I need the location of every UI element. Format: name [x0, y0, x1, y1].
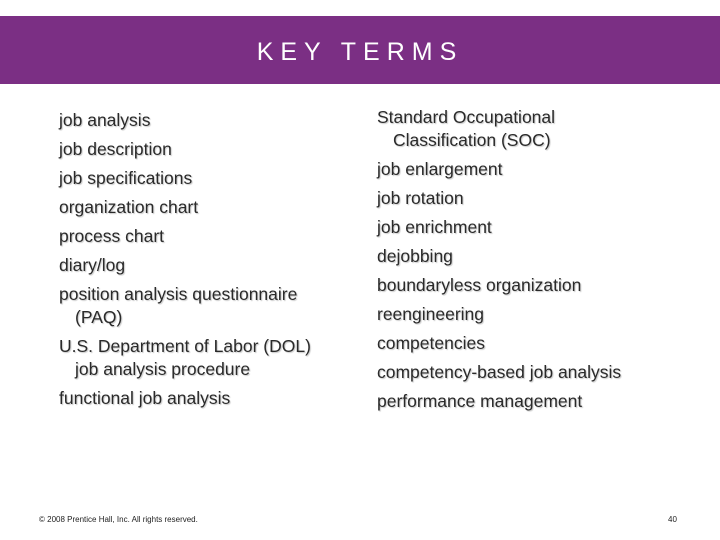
term-item: job description: [59, 139, 172, 159]
key-terms-right-list: [377, 106, 677, 416]
term-text-continued: (PAQ): [75, 307, 123, 327]
term-item: functional job analysis: [59, 388, 231, 408]
term-text: position analysis questionnaire: [59, 284, 298, 304]
term-item: [59, 332, 359, 384]
term-item: diary/log: [59, 255, 126, 275]
term-text: Standard Occupational: [377, 107, 556, 127]
term-item: [377, 106, 677, 155]
slide-title: KEY TERMS: [256, 37, 464, 66]
term-item: competencies: [377, 333, 485, 353]
term-text: U.S. Department of Labor (DOL): [59, 336, 311, 356]
copyright-notice: © 2008 Prentice Hall, Inc. All rights reserved.: [39, 515, 198, 524]
term-item: organization chart: [59, 197, 199, 217]
term-item: job enrichment: [377, 217, 492, 237]
term-item: boundaryless organization: [377, 275, 582, 295]
term-item: job enlargement: [377, 159, 503, 179]
term-item: competency-based job analysis: [377, 362, 622, 382]
term-text-continued: Classification (SOC): [393, 130, 551, 150]
term-text-continued: job analysis procedure: [75, 359, 251, 379]
header-bar: [0, 16, 720, 84]
key-terms-left-list: [59, 106, 359, 413]
term-item: reengineering: [377, 304, 485, 324]
page-number: 40: [668, 515, 677, 524]
term-item: job analysis: [59, 110, 151, 130]
term-item: [59, 280, 359, 332]
term-item: process chart: [59, 226, 165, 246]
term-item: dejobbing: [377, 246, 453, 266]
term-item: job rotation: [377, 188, 464, 208]
term-item: performance management: [377, 391, 583, 411]
term-item: job specifications: [59, 168, 193, 188]
